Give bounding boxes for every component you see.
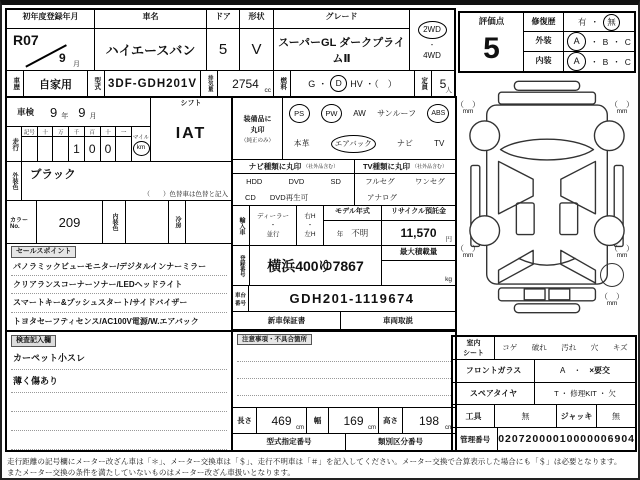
type-number-row [233,433,455,450]
repair-history-row [524,13,634,32]
spare-tire-value: T ・ 修理KIT ・ 欠 [554,388,616,398]
dimensions-row [233,407,455,433]
bracket: （ ） [610,100,634,109]
spare-tire-row [453,383,635,406]
odo-digit: 0 [88,142,96,156]
registration-value: 横浜400ゆ7867 [250,246,382,285]
windshield-label: フロントガラス [453,360,535,382]
chassis-row [233,286,455,312]
exterior-c: C [624,36,631,47]
tv-row1 [355,174,455,190]
mileage-row [7,127,150,161]
shift-cell [151,98,231,161]
chassis-label2: 番号 [234,300,246,307]
sales-points-section [7,244,231,330]
seat-hole: 穴 [590,343,599,353]
sep-dot: ・ [612,36,621,47]
import-row [233,206,455,246]
car-name-label: 車名 [95,10,206,29]
spare-tire-label: スペアタイヤ [453,383,535,405]
displacement-label: 排気量 [206,75,213,92]
tv-analog: アナログ [367,192,397,202]
fuel-rest: HV ・（ ） [350,79,397,89]
measure-bracket-rear-left [454,243,482,259]
seat-scratch: キズ [612,343,628,353]
payload-cell [382,246,455,285]
navi-row2 [233,190,354,206]
interior-grade-row [524,52,634,71]
navi-cd: CD [245,192,256,202]
chassis-label1: 車台 [234,292,246,299]
sales-point-line: パノラミックビューモニター/デジタルインナーミラー [11,258,227,276]
repair-history-value [564,13,634,31]
capacity-label-cell [415,71,432,96]
footer-notes [7,456,637,478]
windshield-value [535,360,635,382]
handle-cell [297,206,324,245]
mileage-label: 走行 [11,137,19,151]
displacement-label-cell [201,71,218,96]
car-name-value: ハイエースバン [105,43,196,58]
capacity-value: 5 [439,76,447,91]
equip-sunroof: サンルーフ [377,108,417,118]
tv-header-small: （社外品含む） [412,164,448,170]
navi-dvd-play: DVD再生可 [269,192,309,202]
capacity-cell [432,71,454,96]
management-number-label: 管理番号 [453,428,498,450]
length-unit: cm [296,425,304,431]
odo-digit: 0 [104,142,112,156]
bracket: （ ） [456,244,480,253]
left-column [5,96,233,452]
mm-label: mm [462,108,474,115]
recycle-value: 11,570 [400,226,437,240]
inspector-note-line: 薄く傷あり [11,370,227,393]
seat-stain: 汚れ [561,343,577,353]
empty-note-line [11,393,227,412]
tv-fullseg: フルセグ [365,177,395,187]
caution-label: 注意事項・不具合箇所 [237,334,312,345]
exterior-label: 外装 [524,32,564,51]
tools-label: 工具 [453,405,495,427]
sales-points-label: セールスポイント [11,246,76,258]
navi-type-header [233,160,354,174]
model-code-label-cell [88,71,105,96]
exterior-b: B [602,36,609,47]
windshield-dot: ・ [573,366,582,376]
body-color-value: ブラック [30,169,76,181]
equip-navi: ナビ [396,139,413,149]
ac-label: 冷房 [174,216,180,228]
grade-label: グレード [274,10,409,29]
evaluation-table [458,11,636,73]
import-dot: ・ [269,221,277,229]
width-value: 169 [343,413,364,428]
sales-point-line: スマートキー&プッシュスタート/サイドバイザー [11,294,227,312]
empty-caution-line [237,345,451,362]
sales-point-line: トヨタセーフティセンス/AC100V電源/W.エアバック [13,316,199,326]
jack-value: 無 [612,411,620,421]
registration-label-cell [233,246,250,285]
shape-value: V [251,41,262,58]
measure-bracket-front-left [454,99,482,115]
model-year-cell [324,206,382,245]
fuel-cell [291,71,415,96]
handle-dot: ・ [306,221,314,229]
drive-2wd-circled: 2WD [418,21,447,39]
import-dealer: ディーラー [257,212,289,220]
navi-header-text: ナビ種類に丸印 [248,162,302,171]
shaken-label: 車検 [17,107,35,117]
type-designation-number: 型式指定番号 [233,434,346,450]
empty-caution-line [237,362,451,379]
ac-value [186,201,231,243]
shaken-row [7,98,150,127]
footer-line1: 走行距離の記号欄にメーター改ざん車は「＊」、メーター交換車は「＄」、走行不明車は「＃」を記入してください。メーター交換で合算表示した場合にも「＄」は必要となります。 [7,457,622,466]
reg-year: R07 [13,32,39,48]
tv-row2 [355,190,455,206]
model-year-label: モデル年式 [324,206,381,221]
ac-label-cell [169,201,186,243]
equip-pw-circled: PW [321,104,342,123]
repair-dot: ・ [590,17,600,27]
inspector-notes-section [7,330,231,450]
history-label: 車歴 [12,77,20,90]
fuel-gasoline: G [308,78,316,89]
interior-color-label: 内装色 [111,213,117,231]
import-parallel: 並行 [266,231,280,239]
repair-no-circled: 無 [603,14,620,31]
seat-options [495,337,635,359]
recycle-label: リサイクル預託金 [382,206,455,221]
height-value-cell [403,408,455,433]
odo-digit [116,137,131,161]
empty-note-line [11,431,227,450]
capacity-unit: 人 [445,87,452,94]
model-year-unknown: 不明 [351,228,369,238]
equip-abs-circled: ABS [427,104,449,123]
equipment-label-cell [233,98,283,159]
odo-col-header: 一 [116,127,131,137]
mm-label: mm [606,300,618,307]
seat-label-cell [453,337,495,359]
score-cell [460,13,524,71]
middle-column [231,96,457,452]
height-unit: cm [445,425,453,431]
color-no-label-cell [7,201,37,243]
mileage-label-cell [7,127,22,161]
mile-option: マイル [132,134,150,141]
measure-bracket-spare [598,291,626,307]
height-label: 高さ [379,408,403,433]
registration-row [233,246,455,286]
management-number-value: 02072000010000006904 [498,433,635,446]
fuel-label-cell [274,71,291,96]
equip-ps-circled: PS [289,104,310,123]
odo-col-header: 十 [101,127,116,137]
import-label-cell [233,206,250,245]
equip-airbag-circled: エアバック [331,135,376,153]
odo-col-header: 十 [38,127,53,137]
history-label-cell [7,71,24,96]
color-no-value: 209 [37,201,103,243]
shift-value: IAT [175,125,207,143]
reg-month-unit: 月 [73,61,80,68]
recycle-unit: 円 [445,236,452,243]
tv-oneseg: ワンセグ [414,177,445,187]
shape-label: 形状 [240,10,273,29]
exterior-a-circled: A [567,32,586,51]
equip-tv: TV [434,139,445,149]
shaken-month: 9 [78,104,86,120]
navi-sd: SD [330,177,341,187]
equipment-label1: 装備品に [243,115,272,123]
equip-aw: AW [353,108,366,118]
reg-month: 9 [59,51,66,65]
unit-cell [132,127,150,161]
exterior-grade-value [564,32,634,51]
bracket: （ ） [600,292,624,301]
fuel-dot: ・ [318,79,328,89]
first-registration-cell [7,10,95,70]
windshield-x: ×要交 [589,366,610,376]
interior-grade-value [564,52,634,71]
first-registration-value [7,29,94,70]
sep-dot: ・ [590,56,599,67]
repair-history-label: 修復歴 [524,13,564,31]
color-no-label1: カラー [10,217,29,224]
displacement-value: 2754 [232,76,259,91]
odo-digit: 1 [73,142,80,156]
inspector-note-line: カーペット小スレ [11,347,227,370]
navi-type-section [233,160,355,205]
equipment-section [233,98,455,160]
new-car-warranty: 新車保証書 [233,312,341,329]
color-number-row [7,201,231,244]
seat-label2: シート [463,349,484,357]
odo-col-header: 万 [53,127,68,137]
classification-number: 類別区分番号 [378,437,423,446]
chassis-value: GDH201-1119674 [289,291,415,306]
handle-right: 右H [304,212,316,220]
mm-label: mm [616,252,628,259]
equipment-label3: （純正のみ） [240,137,274,144]
management-number-row [453,428,635,450]
equipment-row2 [283,129,455,160]
displacement-cell [218,71,274,96]
interior-c: C [624,56,631,67]
navi-dvd: DVD [288,177,305,187]
door-label: ドア [207,10,239,29]
recycle-cell [382,206,455,245]
color-change-note: （ ）色替車は色替と記入 [143,191,228,198]
shaken-year-unit: 年 [61,113,69,120]
body-color-label-cell [7,162,22,200]
odo-digit [53,137,68,161]
import-dealer-cell [250,206,297,245]
first-registration-label: 初年度登録年月 [7,10,94,29]
km-circled: km [133,141,150,156]
shape-cell [240,10,274,70]
drive-separator: ・ [428,41,436,49]
car-name-cell [95,10,207,70]
navi-hdd: HDD [246,177,263,187]
seat-burn: コゲ [502,343,518,353]
color-no-label2: No. [10,223,20,230]
model-code-value: 3DF-GDH201V [105,71,201,96]
tv-type-section [355,160,455,205]
interior-color-value [126,201,169,243]
right-condition-table [451,335,637,452]
handle-left: 左H [304,231,316,239]
seat-row [453,337,635,360]
model-year-value [324,221,381,245]
vehicle-manual: 車両取説 [383,316,413,325]
width-label: 幅 [307,408,329,433]
registration-label: 登録番号 [238,254,245,277]
model-year-unit: 年 [336,230,344,238]
windshield-a: A [559,366,566,376]
bracket: （ ） [456,100,480,109]
navi-header-small: （社外品含む） [303,164,339,170]
tools-row [453,405,635,428]
payload-label: 最大積載量 [382,246,455,261]
interior-label: 内装 [524,52,564,71]
capacity-label: 定員 [420,77,428,90]
score-value: 5 [483,31,500,65]
odo-col-header: 千 [69,127,84,137]
length-value: 469 [271,413,292,428]
equipment-label2: 丸印 [250,126,265,134]
seat-label1: 室内 [466,339,481,347]
odo-col-header: 記号 [22,127,37,137]
width-unit: cm [368,425,376,431]
seat-tear: 破れ [531,343,547,353]
odo-digit [22,137,37,161]
fuel-diesel-circled: D [330,75,347,92]
spare-tire-circle [600,263,624,287]
grade-cell [274,10,410,70]
sales-point-line: クリアランスコーナーソナー/LEDヘッドライト [11,276,227,294]
odo-digit [38,137,53,161]
empty-note-line [11,412,227,431]
footer-line2: またメーター交換の条件を満たしていないものはメーター改ざん車扱いとなります。 [7,468,295,477]
equip-leather: 本革 [293,139,310,149]
bracket: （ ） [610,244,634,253]
measure-bracket-front-right [608,99,636,115]
inspector-notes-label: 検査記入欄 [11,335,56,347]
score-label: 評価点 [478,16,505,26]
height-value: 198 [418,413,440,428]
documents-row [233,312,455,330]
drivetrain-cell [410,10,454,70]
displacement-unit: cc [264,87,271,94]
vehicle-header-table [5,8,456,98]
windshield-row [453,360,635,383]
fuel-label: 燃料 [279,77,287,90]
tv-header-text: TV種類に丸印 [362,162,411,171]
odometer-grid [22,127,132,161]
navi-row1 [233,174,354,190]
body-color-label: 外装色 [11,172,17,190]
recycle-value-wrap [382,221,455,245]
mm-label: mm [462,252,474,259]
equipment-row1 [283,98,455,129]
tools-value: 無 [495,405,557,427]
empty-caution-line [237,379,451,396]
shaken-month-unit: 月 [89,113,97,120]
jack-label: ジャッキ [557,405,597,427]
chassis-label-cell [233,286,249,311]
sep-dot: ・ [590,36,599,47]
body-color-cell [22,162,231,200]
drive-4wd: 4WD [423,50,441,60]
sep-dot: ・ [612,56,621,67]
body-color-row [7,162,231,201]
door-value: 5 [218,41,228,58]
width-value-cell [329,408,379,433]
shift-label: シフト [180,100,202,107]
interior-color-label-cell [103,201,126,243]
repair-yes: 有 [577,17,587,27]
interior-b: B [602,56,609,67]
mm-label: mm [616,108,628,115]
door-cell [207,10,240,70]
exterior-grade-row [524,32,634,52]
grade-value: スーパーGL ダークプライムⅡ [278,36,405,65]
tv-type-header [355,160,455,174]
measure-bracket-rear-right [608,243,636,259]
interior-a-circled: A [567,52,586,71]
caution-section [233,330,455,407]
odo-col-header: 百 [85,127,100,137]
shaken-year: 9 [50,104,58,120]
length-value-cell [257,408,307,433]
payload-value [382,261,455,285]
import-label: 輸入車 [238,216,244,235]
history-value: 自家用 [24,71,88,96]
length-label: 長さ [233,408,257,433]
model-code-label: 型式 [93,77,101,90]
payload-unit: kg [445,276,452,283]
